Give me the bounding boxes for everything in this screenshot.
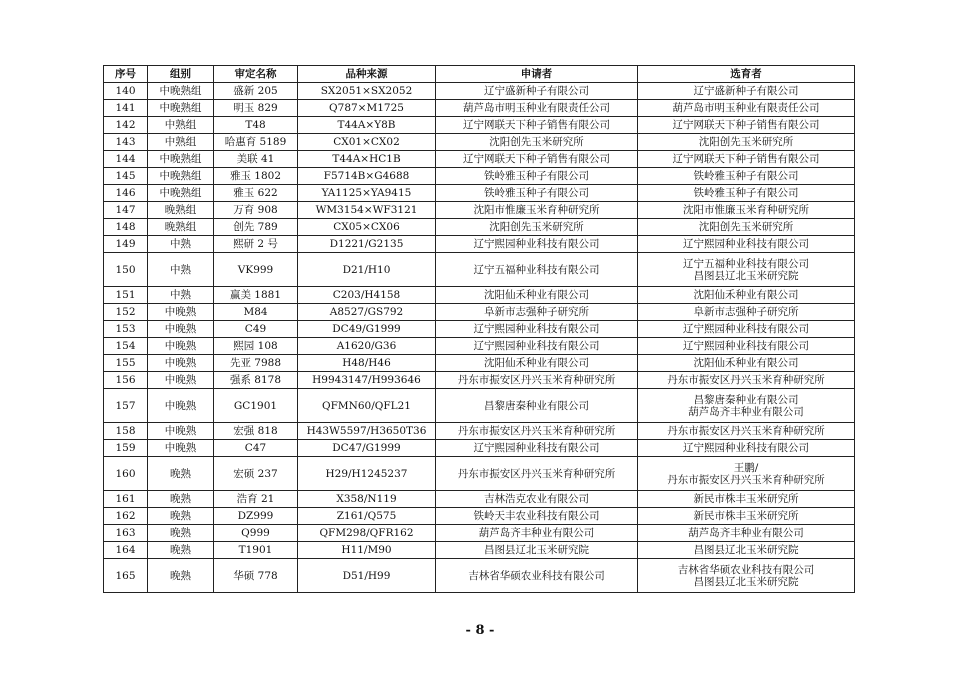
cell-name: 美联 41 bbox=[214, 151, 298, 168]
cell-group: 中熟 bbox=[148, 253, 214, 287]
cell-group: 中晚熟 bbox=[148, 338, 214, 355]
cell-breeder: 辽宁五福种业科技有限公司 昌图县辽北玉米研究院 bbox=[638, 253, 855, 287]
cell-group: 晚熟组 bbox=[148, 219, 214, 236]
table-row bbox=[104, 542, 855, 559]
cell-index: 159 bbox=[104, 440, 148, 457]
cell-applicant: 葫芦岛齐丰种业有限公司 bbox=[436, 525, 638, 542]
cell-name: 创先 789 bbox=[214, 219, 298, 236]
cell-breeder: 辽宁熙园种业科技有限公司 bbox=[638, 440, 855, 457]
header-name: 审定名称 bbox=[214, 66, 298, 83]
table-row bbox=[104, 491, 855, 508]
cell-breeder: 沈阳仙禾种业有限公司 bbox=[638, 287, 855, 304]
cell-group: 中晚熟组 bbox=[148, 100, 214, 117]
cell-index: 154 bbox=[104, 338, 148, 355]
cell-name: C49 bbox=[214, 321, 298, 338]
cell-index: 157 bbox=[104, 389, 148, 423]
cell-breeder: 王鹏/ 丹东市振安区丹兴玉米育种研究所 bbox=[638, 457, 855, 491]
cell-breeder: 辽宁熙园种业科技有限公司 bbox=[638, 321, 855, 338]
cell-group: 中晚熟 bbox=[148, 389, 214, 423]
cell-index: 153 bbox=[104, 321, 148, 338]
cell-name: T1901 bbox=[214, 542, 298, 559]
table-row bbox=[104, 117, 855, 134]
table-row bbox=[104, 236, 855, 253]
table-row bbox=[104, 287, 855, 304]
cell-applicant: 昌图县辽北玉米研究院 bbox=[436, 542, 638, 559]
table-row bbox=[104, 355, 855, 372]
cell-group: 中晚熟组 bbox=[148, 151, 214, 168]
cell-applicant: 铁岭雅玉种子有限公司 bbox=[436, 168, 638, 185]
cell-source: H29/H1245237 bbox=[298, 457, 436, 491]
cell-index: 155 bbox=[104, 355, 148, 372]
cell-group: 晚熟 bbox=[148, 508, 214, 525]
cell-index: 150 bbox=[104, 253, 148, 287]
cell-source: C203/H4158 bbox=[298, 287, 436, 304]
cell-breeder: 葫芦岛市明玉种业有限责任公司 bbox=[638, 100, 855, 117]
cell-group: 中晚熟 bbox=[148, 321, 214, 338]
cell-name: 强系 8178 bbox=[214, 372, 298, 389]
cell-name: 赢美 1881 bbox=[214, 287, 298, 304]
cell-index: 143 bbox=[104, 134, 148, 151]
cell-group: 中晚熟组 bbox=[148, 168, 214, 185]
cell-breeder: 新民市株丰玉米研究所 bbox=[638, 491, 855, 508]
cell-applicant: 辽宁熙园种业科技有限公司 bbox=[436, 338, 638, 355]
header-index: 序号 bbox=[104, 66, 148, 83]
cell-breeder: 丹东市振安区丹兴玉米育种研究所 bbox=[638, 372, 855, 389]
table-row bbox=[104, 321, 855, 338]
cell-applicant: 丹东市振安区丹兴玉米育种研究所 bbox=[436, 423, 638, 440]
cell-applicant: 辽宁网联天下种子销售有限公司 bbox=[436, 151, 638, 168]
cell-index: 146 bbox=[104, 185, 148, 202]
table-row bbox=[104, 389, 855, 423]
table-row bbox=[104, 151, 855, 168]
cell-name: T48 bbox=[214, 117, 298, 134]
cell-group: 中熟 bbox=[148, 236, 214, 253]
cell-index: 142 bbox=[104, 117, 148, 134]
cell-group: 晚熟组 bbox=[148, 202, 214, 219]
cell-index: 160 bbox=[104, 457, 148, 491]
cell-index: 152 bbox=[104, 304, 148, 321]
cell-index: 165 bbox=[104, 559, 148, 593]
cell-group: 中晚熟 bbox=[148, 304, 214, 321]
header-source: 品种来源 bbox=[298, 66, 436, 83]
cell-applicant: 辽宁五福种业科技有限公司 bbox=[436, 253, 638, 287]
table-row bbox=[104, 185, 855, 202]
cell-source: QFM298/QFR162 bbox=[298, 525, 436, 542]
cell-breeder: 辽宁熙园种业科技有限公司 bbox=[638, 338, 855, 355]
cell-breeder: 辽宁熙园种业科技有限公司 bbox=[638, 236, 855, 253]
cell-name: 哈惠育 5189 bbox=[214, 134, 298, 151]
cell-name: 盛新 205 bbox=[214, 83, 298, 100]
cell-name: 先亚 7988 bbox=[214, 355, 298, 372]
cell-source: WM3154×WF3121 bbox=[298, 202, 436, 219]
cell-index: 151 bbox=[104, 287, 148, 304]
table-row bbox=[104, 525, 855, 542]
cell-name: 华硕 778 bbox=[214, 559, 298, 593]
cell-group: 中熟组 bbox=[148, 117, 214, 134]
cell-index: 141 bbox=[104, 100, 148, 117]
cell-name: 浩育 21 bbox=[214, 491, 298, 508]
cell-applicant: 辽宁盛新种子有限公司 bbox=[436, 83, 638, 100]
cell-group: 中晚熟组 bbox=[148, 185, 214, 202]
cell-source: A1620/G36 bbox=[298, 338, 436, 355]
cell-breeder: 铁岭雅玉种子有限公司 bbox=[638, 168, 855, 185]
header-applicant: 申请者 bbox=[436, 66, 638, 83]
cell-name: M84 bbox=[214, 304, 298, 321]
table-row bbox=[104, 457, 855, 491]
cell-applicant: 吉林省华硕农业科技有限公司 bbox=[436, 559, 638, 593]
table-row bbox=[104, 168, 855, 185]
table-row bbox=[104, 304, 855, 321]
cell-index: 158 bbox=[104, 423, 148, 440]
cell-applicant: 辽宁熙园种业科技有限公司 bbox=[436, 236, 638, 253]
cell-name: DZ999 bbox=[214, 508, 298, 525]
cell-breeder: 沈阳创先玉米研究所 bbox=[638, 134, 855, 151]
cell-group: 晚熟 bbox=[148, 542, 214, 559]
cell-index: 140 bbox=[104, 83, 148, 100]
cell-name: 熙园 108 bbox=[214, 338, 298, 355]
cell-name: 雅玉 622 bbox=[214, 185, 298, 202]
cell-source: H9943147/H993646 bbox=[298, 372, 436, 389]
cell-group: 中晚熟 bbox=[148, 355, 214, 372]
cell-source: H11/M90 bbox=[298, 542, 436, 559]
cell-group: 中熟 bbox=[148, 287, 214, 304]
cell-applicant: 辽宁熙园种业科技有限公司 bbox=[436, 440, 638, 457]
header-group: 组别 bbox=[148, 66, 214, 83]
cell-breeder: 沈阳创先玉米研究所 bbox=[638, 219, 855, 236]
cell-name: C47 bbox=[214, 440, 298, 457]
table-row bbox=[104, 423, 855, 440]
table-row bbox=[104, 508, 855, 525]
cell-source: A8527/GS792 bbox=[298, 304, 436, 321]
cell-breeder: 沈阳市惟廉玉米育种研究所 bbox=[638, 202, 855, 219]
header-row bbox=[104, 66, 855, 83]
table-row bbox=[104, 83, 855, 100]
table-row bbox=[104, 372, 855, 389]
cell-source: CX05×CX06 bbox=[298, 219, 436, 236]
cell-breeder: 铁岭雅玉种子有限公司 bbox=[638, 185, 855, 202]
cell-source: CX01×CX02 bbox=[298, 134, 436, 151]
cell-applicant: 沈阳仙禾种业有限公司 bbox=[436, 355, 638, 372]
table-row bbox=[104, 253, 855, 287]
cell-source: H43W5597/H3650T36 bbox=[298, 423, 436, 440]
cell-breeder: 辽宁网联天下种子销售有限公司 bbox=[638, 117, 855, 134]
table-row bbox=[104, 219, 855, 236]
cell-source: SX2051×SX2052 bbox=[298, 83, 436, 100]
cell-applicant: 沈阳市惟廉玉米育种研究所 bbox=[436, 202, 638, 219]
cell-index: 156 bbox=[104, 372, 148, 389]
cell-source: QFMN60/QFL21 bbox=[298, 389, 436, 423]
cell-breeder: 新民市株丰玉米研究所 bbox=[638, 508, 855, 525]
cell-breeder: 丹东市振安区丹兴玉米育种研究所 bbox=[638, 423, 855, 440]
cell-applicant: 阜新市志强种子研究所 bbox=[436, 304, 638, 321]
cell-source: DC49/G1999 bbox=[298, 321, 436, 338]
cell-source: X358/N119 bbox=[298, 491, 436, 508]
cell-breeder: 昌图县辽北玉米研究院 bbox=[638, 542, 855, 559]
variety-table bbox=[103, 65, 855, 593]
table-row bbox=[104, 134, 855, 151]
cell-name: VK999 bbox=[214, 253, 298, 287]
cell-applicant: 辽宁熙园种业科技有限公司 bbox=[436, 321, 638, 338]
table-row bbox=[104, 338, 855, 355]
cell-source: Q787×M1725 bbox=[298, 100, 436, 117]
cell-breeder: 阜新市志强种子研究所 bbox=[638, 304, 855, 321]
table-row bbox=[104, 440, 855, 457]
cell-source: H48/H46 bbox=[298, 355, 436, 372]
cell-name: 宏强 818 bbox=[214, 423, 298, 440]
cell-name: 熙研 2 号 bbox=[214, 236, 298, 253]
cell-applicant: 丹东市振安区丹兴玉米育种研究所 bbox=[436, 457, 638, 491]
cell-index: 144 bbox=[104, 151, 148, 168]
cell-source: Z161/Q575 bbox=[298, 508, 436, 525]
cell-applicant: 沈阳创先玉米研究所 bbox=[436, 219, 638, 236]
cell-applicant: 辽宁网联天下种子销售有限公司 bbox=[436, 117, 638, 134]
cell-source: DC47/G1999 bbox=[298, 440, 436, 457]
cell-group: 中晚熟组 bbox=[148, 83, 214, 100]
cell-applicant: 沈阳仙禾种业有限公司 bbox=[436, 287, 638, 304]
cell-source: D21/H10 bbox=[298, 253, 436, 287]
cell-applicant: 丹东市振安区丹兴玉米育种研究所 bbox=[436, 372, 638, 389]
cell-applicant: 昌黎唐秦种业有限公司 bbox=[436, 389, 638, 423]
cell-breeder: 昌黎唐秦种业有限公司 葫芦岛齐丰种业有限公司 bbox=[638, 389, 855, 423]
cell-breeder: 辽宁盛新种子有限公司 bbox=[638, 83, 855, 100]
cell-source: F5714B×G4688 bbox=[298, 168, 436, 185]
cell-group: 中晚熟 bbox=[148, 423, 214, 440]
cell-name: 明玉 829 bbox=[214, 100, 298, 117]
table-row bbox=[104, 202, 855, 219]
cell-index: 163 bbox=[104, 525, 148, 542]
cell-breeder: 吉林省华硕农业科技有限公司 昌图县辽北玉米研究院 bbox=[638, 559, 855, 593]
table-row bbox=[104, 559, 855, 593]
cell-name: 雅玉 1802 bbox=[214, 168, 298, 185]
cell-index: 145 bbox=[104, 168, 148, 185]
cell-name: 宏硕 237 bbox=[214, 457, 298, 491]
cell-group: 晚熟 bbox=[148, 491, 214, 508]
cell-applicant: 吉林浩克农业有限公司 bbox=[436, 491, 638, 508]
header-breeder: 选育者 bbox=[638, 66, 855, 83]
cell-breeder: 沈阳仙禾种业有限公司 bbox=[638, 355, 855, 372]
cell-group: 晚熟 bbox=[148, 525, 214, 542]
cell-applicant: 葫芦岛市明玉种业有限责任公司 bbox=[436, 100, 638, 117]
cell-index: 164 bbox=[104, 542, 148, 559]
cell-name: GC1901 bbox=[214, 389, 298, 423]
cell-group: 中晚熟 bbox=[148, 440, 214, 457]
cell-group: 晚熟 bbox=[148, 559, 214, 593]
cell-breeder: 葫芦岛齐丰种业有限公司 bbox=[638, 525, 855, 542]
cell-applicant: 沈阳创先玉米研究所 bbox=[436, 134, 638, 151]
cell-name: 万育 908 bbox=[214, 202, 298, 219]
cell-group: 中晚熟 bbox=[148, 372, 214, 389]
cell-breeder: 辽宁网联天下种子销售有限公司 bbox=[638, 151, 855, 168]
cell-source: T44A×Y8B bbox=[298, 117, 436, 134]
cell-source: D1221/G2135 bbox=[298, 236, 436, 253]
cell-source: YA1125×YA9415 bbox=[298, 185, 436, 202]
cell-index: 148 bbox=[104, 219, 148, 236]
page-number: - 8 - bbox=[465, 623, 495, 638]
cell-group: 中熟组 bbox=[148, 134, 214, 151]
table-body bbox=[104, 83, 855, 593]
cell-name: Q999 bbox=[214, 525, 298, 542]
cell-index: 147 bbox=[104, 202, 148, 219]
cell-index: 162 bbox=[104, 508, 148, 525]
cell-group: 晚熟 bbox=[148, 457, 214, 491]
cell-source: T44A×HC1B bbox=[298, 151, 436, 168]
cell-source: D51/H99 bbox=[298, 559, 436, 593]
cell-index: 161 bbox=[104, 491, 148, 508]
cell-index: 149 bbox=[104, 236, 148, 253]
cell-applicant: 铁岭天丰农业科技有限公司 bbox=[436, 508, 638, 525]
cell-applicant: 铁岭雅玉种子有限公司 bbox=[436, 185, 638, 202]
table-row bbox=[104, 100, 855, 117]
